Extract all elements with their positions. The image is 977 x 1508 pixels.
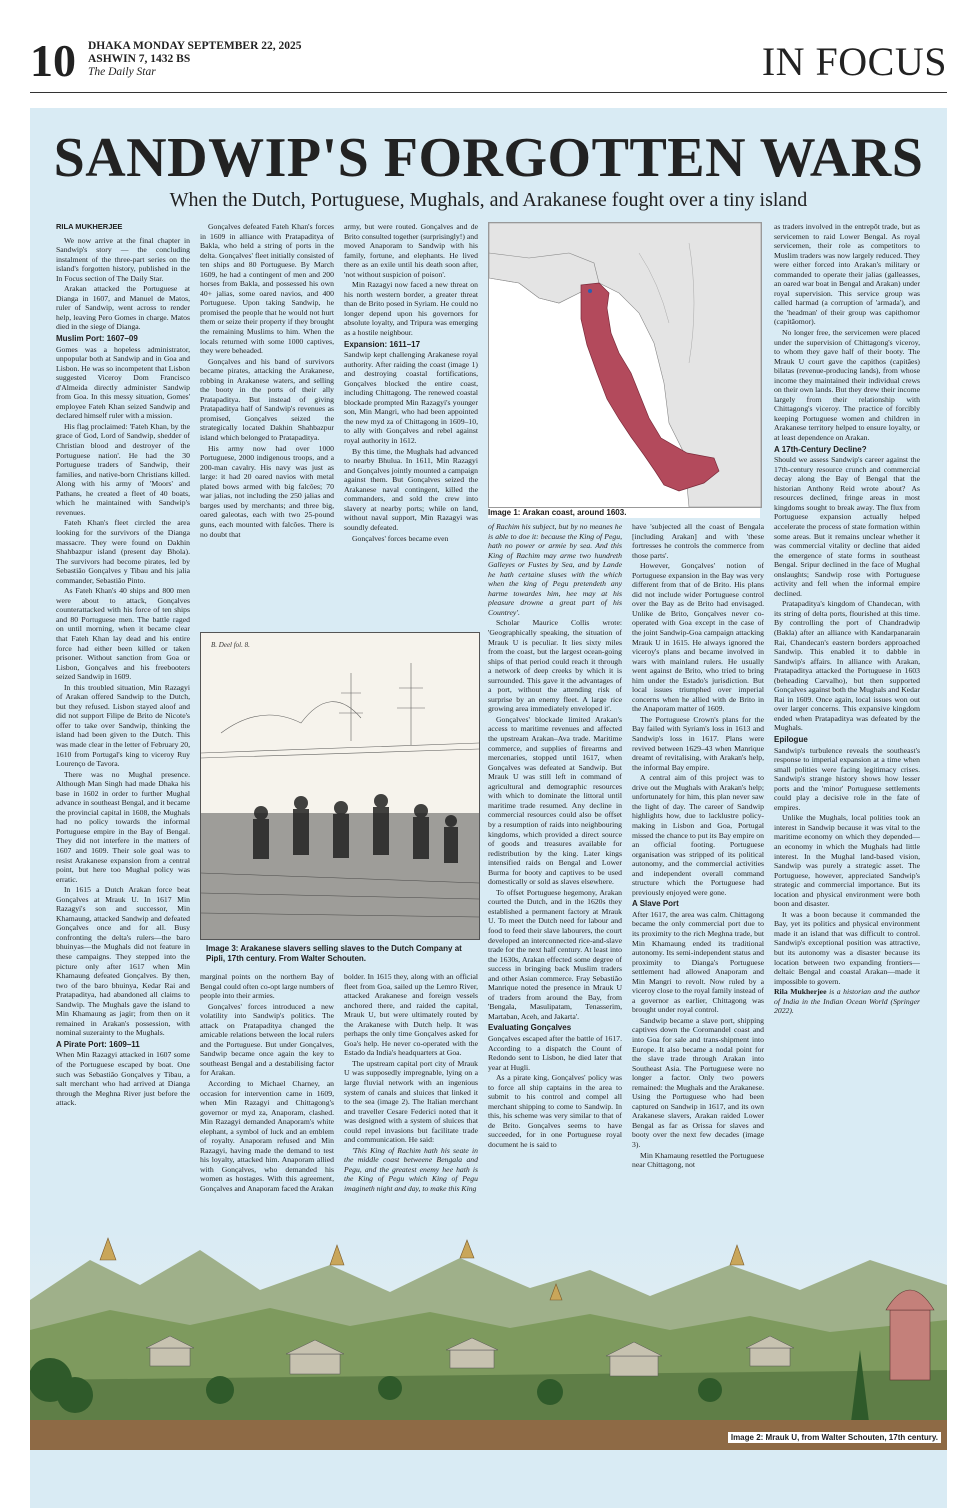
column-4-bottom bbox=[344, 972, 478, 1230]
subhead: Evaluating Gonçalves bbox=[488, 1023, 572, 1033]
mrauk-u-panorama bbox=[30, 1230, 947, 1450]
paper-logo: The Daily Star bbox=[88, 66, 156, 78]
paragraph: Gonçalves' forces became even bbox=[352, 533, 449, 543]
dateline bbox=[88, 40, 302, 79]
paragraph: Gonçalves escaped after the battle of 1617. According to a dispatch the Count of Redondo sent to Lisbon, he died later that year at Hugli. bbox=[488, 1033, 622, 1072]
panorama-image bbox=[30, 1230, 947, 1450]
column-3-top bbox=[344, 222, 478, 630]
paragraph: His flag proclaimed: 'Fateh Khan, by the grace of God, Lord of Sandwip, shedder of Christian blood and destroyer of the Portuguese nation'. He had the 30 Portuguese traders of Sandwip, their families, and native-born Christians killed. Along with his army of 'Moors' and Pathans, he created a fleet of 40 boats, which he maintained with Sandwip's revenues. bbox=[56, 421, 190, 517]
paragraph: Sandwip's turbulence reveals the southeast's response to imperial expansion at a time when small polities were facing legitimacy crises. Sandwip's strange history shows how lesser ports and the 'minor' Portuguese settlements could play a decisive role in the fate of empires. bbox=[774, 745, 920, 812]
paragraph: However, Gonçalves' notion of Portuguese expansion in the Bay was very different from that of de Brito. His plans did not include wider Portuguese control over the Bay as de Brito had envisaged. Unlike de Brito, Gonçalves never co-operated with Goa except in the case of the joint Sandwip-Goa campaign attacking Mrauk U in 1615. He always ignored the viceroy's plans and became involved in wars with mainland rulers. He usually went against de Brito, who tried to bring him under the Estado's jurisdiction. But local issues triumphed over imperial concerns when he allied with de Brito in the Anaporam matter of 1609. bbox=[632, 561, 764, 714]
section-title: IN FOCUS bbox=[761, 39, 947, 84]
paragraph: In this troubled situation, Min Razagyi of Arakan offered Sandwip to the Dutch, but they refused. Lisbon stayed aloof and did not support Filipe de Brito de Nicote's offer to take over Sandwip, thinking the island had been given to the Dutch. This was made clear in the letter of February 20, 1610 from Portugal's king to viceroy Ruy Lourenço de Tavora. bbox=[56, 682, 190, 769]
subhead: A 17th-Century Decline? bbox=[774, 444, 867, 454]
paragraph: Unlike the Mughals, local polities took an interest in Sandwip because it was vital to the maritime economy on which they depended—an economy in which the Mughals had little interest. In the Mughal land-based vision, Sandwip was purely a strategic asset. The Portuguese, however, appreciated Sandwip's strategic and commercial importance. But its location and physical environment were both boon and disaster. bbox=[774, 813, 920, 909]
paragraph: Arakan attacked the Portuguese at Dianga in 1607, and Manuel de Matos, ruler of Sandwip, went across to render help, leaving Pero Gomes in charge. Matos died in the siege of Dianga. bbox=[56, 284, 190, 332]
paragraph: In 1615 a Dutch Arakan force beat Gonçalves at Mrauk U. In 1617 Min Razagyi's son and successor, Min Khamaung, attacked Sandwip and defeated Gonçalves once and for all. Busy confronting the delta's rulers—the baro bhuinyas—the Mughals did not feature in these campaigns. They stepped into the picture only after 1617 when Min Khamaung defeated Gonçalves. By then, two of the baro bhuinya, Kedar Rai and Pratapaditya, had abandoned all claims to Sandwip. The Mughals gave the island to Min Khamaung as jagir; from then on it remained in Arakan's possession, with nominal suzerainty to the Mughals. bbox=[56, 885, 190, 1038]
column-5 bbox=[488, 522, 622, 1230]
column-2-bottom bbox=[200, 972, 334, 1230]
masthead bbox=[0, 0, 977, 100]
paragraph: Gonçalves and his band of survivors became pirates, attacking the Arakanese, robbing in Arakanese waters, and selling the booty in the ports of their ally Pratapaditya. But instead of giving Pratapaditya half of Sandwip's revenues as promised, Gonçalves seized the strategically located Dakhin Shahbazpur island which belonged to Pratapaditya. bbox=[200, 356, 334, 443]
map-image bbox=[488, 222, 762, 508]
paragraph: It was a boon because it commanded the Bay, yet its politics and physical environment made it an island that was difficult to control. Sandwip's exceptional position was attractive, but its autonomy was a disaster because its location between two expanding frontiers—deltaic Bengal and coastal Arakan—made it impossible to govern. bbox=[774, 909, 920, 986]
paragraph: Sandwip kept challenging Arakanese royal authority. After raiding the coast (image 1) and destroying coastal fortifications, Gonçalves blocked the entire coast, including Chittagong. The renewed coastal blockade prompted Min Razagyi's younger son, Min Mangri, who had been appointed the new myd za of Chittagong in 1609–10, to ally with Gonçalves and rebel against royal authority in 1612. bbox=[344, 350, 478, 446]
author-name: Rila Mukherjee bbox=[774, 987, 827, 997]
paragraph: We now arrive at the final chapter in Sandwip's story — the concluding instalment of the three-part series on the island's forgotten history, published in the In Focus section of The Daily Star. bbox=[56, 235, 190, 283]
paragraph: 'This King of Rachim hath his seate in the middle coast betweene Bengala and Pegu, and the greatest enemy hee hath is the King of Pegu which King of Pegu imagineth night and day, to make this King bbox=[344, 1145, 478, 1194]
paragraph: The Portuguese Crown's plans for the Bay failed with Syriam's loss in 1613 and Sandwip's loss in 1617. Plans were revived between 1629–43 when Manrique dreamt of revitalising, with Arakan's help, the informal Bay empire. bbox=[632, 714, 764, 772]
paragraph: bolder. In 1615 they, along with an official fleet from Goa, sailed up the Lemro River, attacked Arakanese and foreign vessels anchored there, and raided the capital, Mrauk U, but were ultimately routed by the Arakanese with Dutch help. It was perhaps the only time Gonçalves asked for Goa's help. He never co-operated with the Estado da India's headquarters at Goa. bbox=[344, 972, 478, 1058]
paragraph: After 1617, the area was calm. Chittagong became the only commercial port due to its proximity to the rich Meghna trade, but Min Khamaung ended its traditional autonomy. Its semi-independent status and proximity to Dianga's Portuguese settlement had allowed Anaporam and Min Mangri to revolt. Now ruled by a viceroy close to the royal family instead of a governor as earlier, Chittagong was brought under royal control. bbox=[632, 909, 764, 1015]
paragraph: marginal points on the northern Bay of Bengal could often co-opt large numbers of people into their armies. bbox=[200, 972, 334, 1001]
subhead: Muslim Port: 1607–09 bbox=[56, 334, 138, 344]
paragraph: The upstream capital port city of Mrauk U was supposedly impregnable, lying on a large fluvial network with an ingenious system of canals and sluices that linked it to the sea (image 2). The Italian merchant and traveller Cesare Federici noted that it was designed with a system of sluices that could repel invasions but facilitate trade and communication. He said: bbox=[344, 1058, 478, 1145]
paragraph: As a pirate king, Gonçalves' policy was to force all ship captains in the area to submit to his control and compel all merchant shipping to come to Sandwip. In this, his scheme was very similar to that of de Brito. Gonçalves seems to have succeeded, for in one Portuguese royal document he is said to bbox=[488, 1073, 622, 1149]
masthead-rule bbox=[30, 92, 947, 93]
paragraph: According to Michael Charney, an occasion for intervention came in 1609, when Min Razagyi and Chittagong's governor or myd za, Anaporam, clashed. Min Razagyi demanded Anaporam's white elephant, a symbol of luck and an emblem of royalty. Anaporam refused and Min Razagyi, having made the demand to test his loyalty, attacked him. Anaporam allied with Gonçalves, who demanded his women as hostages. With this agreement, Gonçalves and Anaporam faced the Arakan bbox=[200, 1079, 334, 1194]
paragraph: have 'subjected all the coast of Bengala [including Arakan] and with 'these fortresses he controls the commerce from those parts'. bbox=[632, 522, 764, 560]
subhead: Epilogue bbox=[774, 734, 808, 744]
paragraph: There was no Mughal presence. Although Man Singh had made Dhaka his base in 1602 in order to further Mughal advance in southeast Bengal, and it became the provincial capital in 1608, the Mughals had no policy towards the informal Portuguese empire in the Bay of Bengal. They did not interfere in the matters of 1607 and 1609. Their sole goal was to resist Arakanese expansion from a central point, but here too Mughal policy was erratic. bbox=[56, 769, 190, 884]
panorama-caption: Image 2: Mrauk U, from Walter Schouten, 17th century. bbox=[728, 1432, 941, 1443]
author-bio bbox=[774, 987, 920, 1016]
engraving-plate-label: B. Deel fol. 8. bbox=[211, 641, 250, 649]
paragraph: of Rachim his subject, but by no meanes he is able to doe it: because the King of Pegu, hath no power or armie by sea. And this King of Rachim may arme two hundreth Galleyes or Fustes by Sea, and by Lande he hath certaine sluses with the which when the king of Pegu pretendeth any harme towardes him, hee may at his pleasure drowne a great part of his Countrey'. bbox=[488, 522, 622, 617]
byline: RILA MUKHERJEE bbox=[56, 222, 123, 231]
paragraph: Min Khamaung resettled the Portuguese near Chittagong, not bbox=[632, 1150, 764, 1170]
map-marker bbox=[588, 289, 592, 293]
bangla-date: ASHWIN 7, 1432 BS bbox=[88, 53, 191, 65]
deck: When the Dutch, Portuguese, Mughals, and Arakanese fought over a tiny island bbox=[169, 189, 808, 211]
engraving-caption: Image 3: Arakanese slavers selling slaves to the Dutch Company at Pipli, 17th century. From Walter Schouten. bbox=[206, 944, 462, 963]
date: DHAKA MONDAY SEPTEMBER 22, 2025 bbox=[88, 40, 302, 52]
column-1 bbox=[56, 222, 190, 1272]
paragraph: When Min Razagyi attacked in 1607 some of the Portuguese escaped by boat. One such was Sebastião Gonçalves y Tibau, a salt merchant who had arrived at Dianga through the Meghna River just before the attack. bbox=[56, 1050, 190, 1108]
paragraph: A central aim of this project was to drive out the Mughals with Arakan's help; unfortunately for him, this plan never saw the light of day. The career of Sandwip highlights how, due to lacklustre policy-making in Lisbon and Goa, Portugal missed the chance to put its Bay empire on an official footing. Portuguese organisation was stripped of its political autonomy, and the commercial activities and independent overall command structure which the Portuguese had previously enjoyed were gone. bbox=[632, 773, 764, 897]
paragraph: Gonçalves' blockade limited Arakan's access to maritime revenues and affected the upstream Arakan–Ava trade. Maritime commerce, and supplies of firearms and mercenaries, stopped until 1617, when Gonçalves was defeated at Sandwip. But Mrauk U was still left in command of agricultural and demographic resources with which to dominate the littoral until maritime trade resumed. Any decline in commercial resources could also be offset by a resumption of raids into neighbouring kingdoms, which provided a direct source of goods and treasures available for redistribution by the king. Later kings intensified raids on Bengal and Lower Burma for booty and captives to be used domestically or sold as slaves elsewhere. bbox=[488, 714, 622, 887]
paragraph: Min Razagyi now faced a new threat on his north western border, a greater threat than de Brito posed in Syriam. He could no longer depend upon his governors for absolute loyalty, and Tripura was emerging as a hostile neighbour. bbox=[344, 280, 478, 338]
paragraph: To offset Portuguese hegemony, Arakan courted the Dutch, and in the 1620s they established a permanent factory at Mrauk U. To meet the Dutch need for labour and food to feed their slave labourers, the court developed an interconnected rice-and-slave trade for the next half century. At least into the 1630s, Arakan effected some degree of success in bringing back Muslim traders and other Asian commerce. Fray Sebastião Manrique noted the presence in Mrauk U of traders from around the Bay, from 'Bengala, Masulipatam, Tenasserim, Martaban, Aceh, and Jakarta'. bbox=[488, 887, 622, 1021]
paragraph: Gonçalves' forces introduced a new volatility into Sandwip's politics. The attack on Pratapaditya changed the amicable relations between the local rulers and the Portuguese. But under Gonçalves, Sandwip became once again the key to southeast Bengal and a destabilising factor for Arakan. bbox=[200, 1001, 334, 1078]
paragraph: As Fateh Khan's 40 ships and 800 men were about to attack, Gonçalves counterattacked with his force of ten ships and 80 Portuguese men. The battle raged on until morning, when it became clear that Fateh Khan lay dead and his entire force had either been killed or taken prisoner. Without sanction from Goa or Lisbon, Gonçalves and his freebooters seized Sandwip in 1609. bbox=[56, 586, 190, 682]
subhead: A Slave Port bbox=[632, 899, 679, 909]
engraving-image bbox=[200, 632, 480, 940]
paragraph: No longer free, the servicemen were placed under the supervision of Chittagong's viceroy, to whom they gave half of their booty. The Mrauk U court gave the capithos (capitães) bilatas (revenue-producing lands), from whose income they maintained their individual crews on their own lands. But they drew their income largely from their relationship with Chittagong's viceroy. The practice of forcibly keeping Portuguese women and children in Arakanese territory helped to ensure loyalty, or at least dependence on Arakan. bbox=[774, 328, 920, 443]
column-6 bbox=[632, 522, 764, 1230]
headline: SANDWIP'S FORGOTTEN WARS bbox=[53, 127, 924, 189]
map-caption: Image 1: Arakan coast, around 1603. bbox=[488, 508, 760, 518]
arakan-coast-map bbox=[489, 223, 761, 507]
subhead: A Pirate Port: 1609–11 bbox=[56, 1039, 140, 1049]
paragraph: Should we assess Sandwip's career against the 17th-century resource crunch and commercial decay along the Bay of Bengal that the historian Anthony Reid wrote about? As resources declined, fringe areas in most kingdoms sought to break away. The flux from Portuguese expansion actually helped accelerate the process of state formation within some areas. But it remains unclear whether it was commercial vitality or decline that aided the emergence of state forms in southeast Bengal. Sripur declined in the face of Mughal onslaughts; Sandwip rose with Portuguese activity and fell when the informal empire declined. bbox=[774, 455, 920, 598]
engraving-illustration bbox=[201, 633, 479, 939]
paragraph: His army now had over 1000 Portuguese, 2000 indigenous troops, and a 200-man cavalry. His navy was just as large: it had 20 oared navios with metal plated bows armed with big falcões; 70 war jalias, not including the 250 jalias and barges used by merchants; and three big, oared galeotas, each with two 25-pound guns, each mounted with falcões. There is no doubt that bbox=[200, 443, 334, 539]
paragraph: By this time, the Mughals had advanced to nearby Bhulua. In 1611, Min Razagyi and Gonçalves jointly mounted a campaign against them. But Gonçalves seized the Arakanese naval contingent, killed the commanders, and sold the crew into slavery at nearby ports; while on land, without naval support, Min Razagyi was soundly defeated. bbox=[344, 446, 478, 532]
paragraph: army, but were routed. Gonçalves and de Brito consulted together (surprisingly!) and moved Anaporam to Sandwip with his family, fortune, and elephants. He lived there as an exile until his death soon after, 'not without suspicion of poison'. bbox=[344, 222, 478, 279]
paragraph: Sandwip became a slave port, shipping captives down the Coromandel coast and into Goa for sale and trans-shipment into Europe. It also became a nodal point for the slave trade through Arakan into Southeast Asia. The Portuguese were no longer a factor. Only two powers remained: the Mughals and the Arakanese. Using the Portuguese who had been captured on Sandwip in 1617, and its own Arakanese slavers, Arakan raided Lower Bengal as far as Orissa for slaves and booty over the next few decades (image 3). bbox=[632, 1015, 764, 1149]
subhead: Expansion: 1611–17 bbox=[344, 339, 421, 349]
paragraph: Gonçalves defeated Fateh Khan's forces in 1609 in alliance with Pratapaditya of Bakla, who held a string of ports in the delta. Gonçalves' fleet initially consisted of ten ships and 80 Portuguese. By March 1609, he had a contingent of men and 200 horses from Bakla, and possessed his own 40+ jalias, some oared navios, and 400 Portuguese. Upon taking Sandwip, he promised the people that he would not hurt them or seize their property if they brought the remaining Muslims to him. When the locals returned with some 1000 captives, they were beheaded. bbox=[200, 222, 334, 356]
column-7 bbox=[774, 222, 920, 1230]
paragraph: Pratapaditya's kingdom of Chandecan, with its string of delta ports, flourished at this time. By controlling the port of Chandradwip (Bakla) after an alliance with Kandarpanarain Rai, Chandecan's eastern borders approached Sandwip. This enabled it to dabble in Sandwip's affairs. In alliance with Arakan, Pratapaditya attacked the Portuguese in 1603 (beheading Carvalho), but then supported Gonçalves against both the Mughals and Kedar Rai in 1609. Once again, local issues won out over larger concerns. This expansive kingdom ended when Pratapaditya was defeated by the Mughals. bbox=[774, 599, 920, 733]
paragraph: as traders involved in the entrepôt trade, but as servicemen to raid Lower Bengal. As royal servicemen, their role as competitors to Muslim traders was now largely reduced. They were either forced into Arakan's military or commanded to operate their jalias (galleasses, an oared war boat in Bengal and Arakan) under royal supervision. This service group was called harmad (a corruption of 'armada'), and the 'headman' of their group was capithomor (capitãomor). bbox=[774, 222, 920, 327]
paragraph: Fateh Khan's fleet circled the area looking for the survivors of the Dianga massacre. They were found on Dakhin Shahbazpur island (present day Bhola). The survivors had become pirates, led by Sebastião Gonçalves y Tibau and his jalia commander, Sebastião Pinto. bbox=[56, 518, 190, 585]
paragraph: Gomes was a hopeless administrator, unpopular both at Sandwip and in Goa and Lisbon. He was so incompetent that Lisbon suggested Viceroy Dom Francisco d'Almeida directly administer Sandwip from Goa. In this messy situation, Gomes' employee Fateh Khan seized Sandwip and declared himself ruler with a mission. bbox=[56, 344, 190, 421]
paragraph: Scholar Maurice Collis wrote: 'Geographically speaking, the situation of Mrauk U is peculiar. It lies sixty miles from the coast, but the largest ocean-going ships of that period could reach it through a network of deep creeks by which it is surrounded. This gave it the advantages of a port, without the attending risk of surprise by an enemy fleet. A large rice growing area immediately enveloped it'. bbox=[488, 618, 622, 714]
page-number: 10 bbox=[30, 35, 76, 86]
author-bio-text: is a historian and the author of India in the Indian Ocean World (Springer 2022). bbox=[774, 987, 920, 1016]
column-2-top bbox=[200, 222, 334, 630]
